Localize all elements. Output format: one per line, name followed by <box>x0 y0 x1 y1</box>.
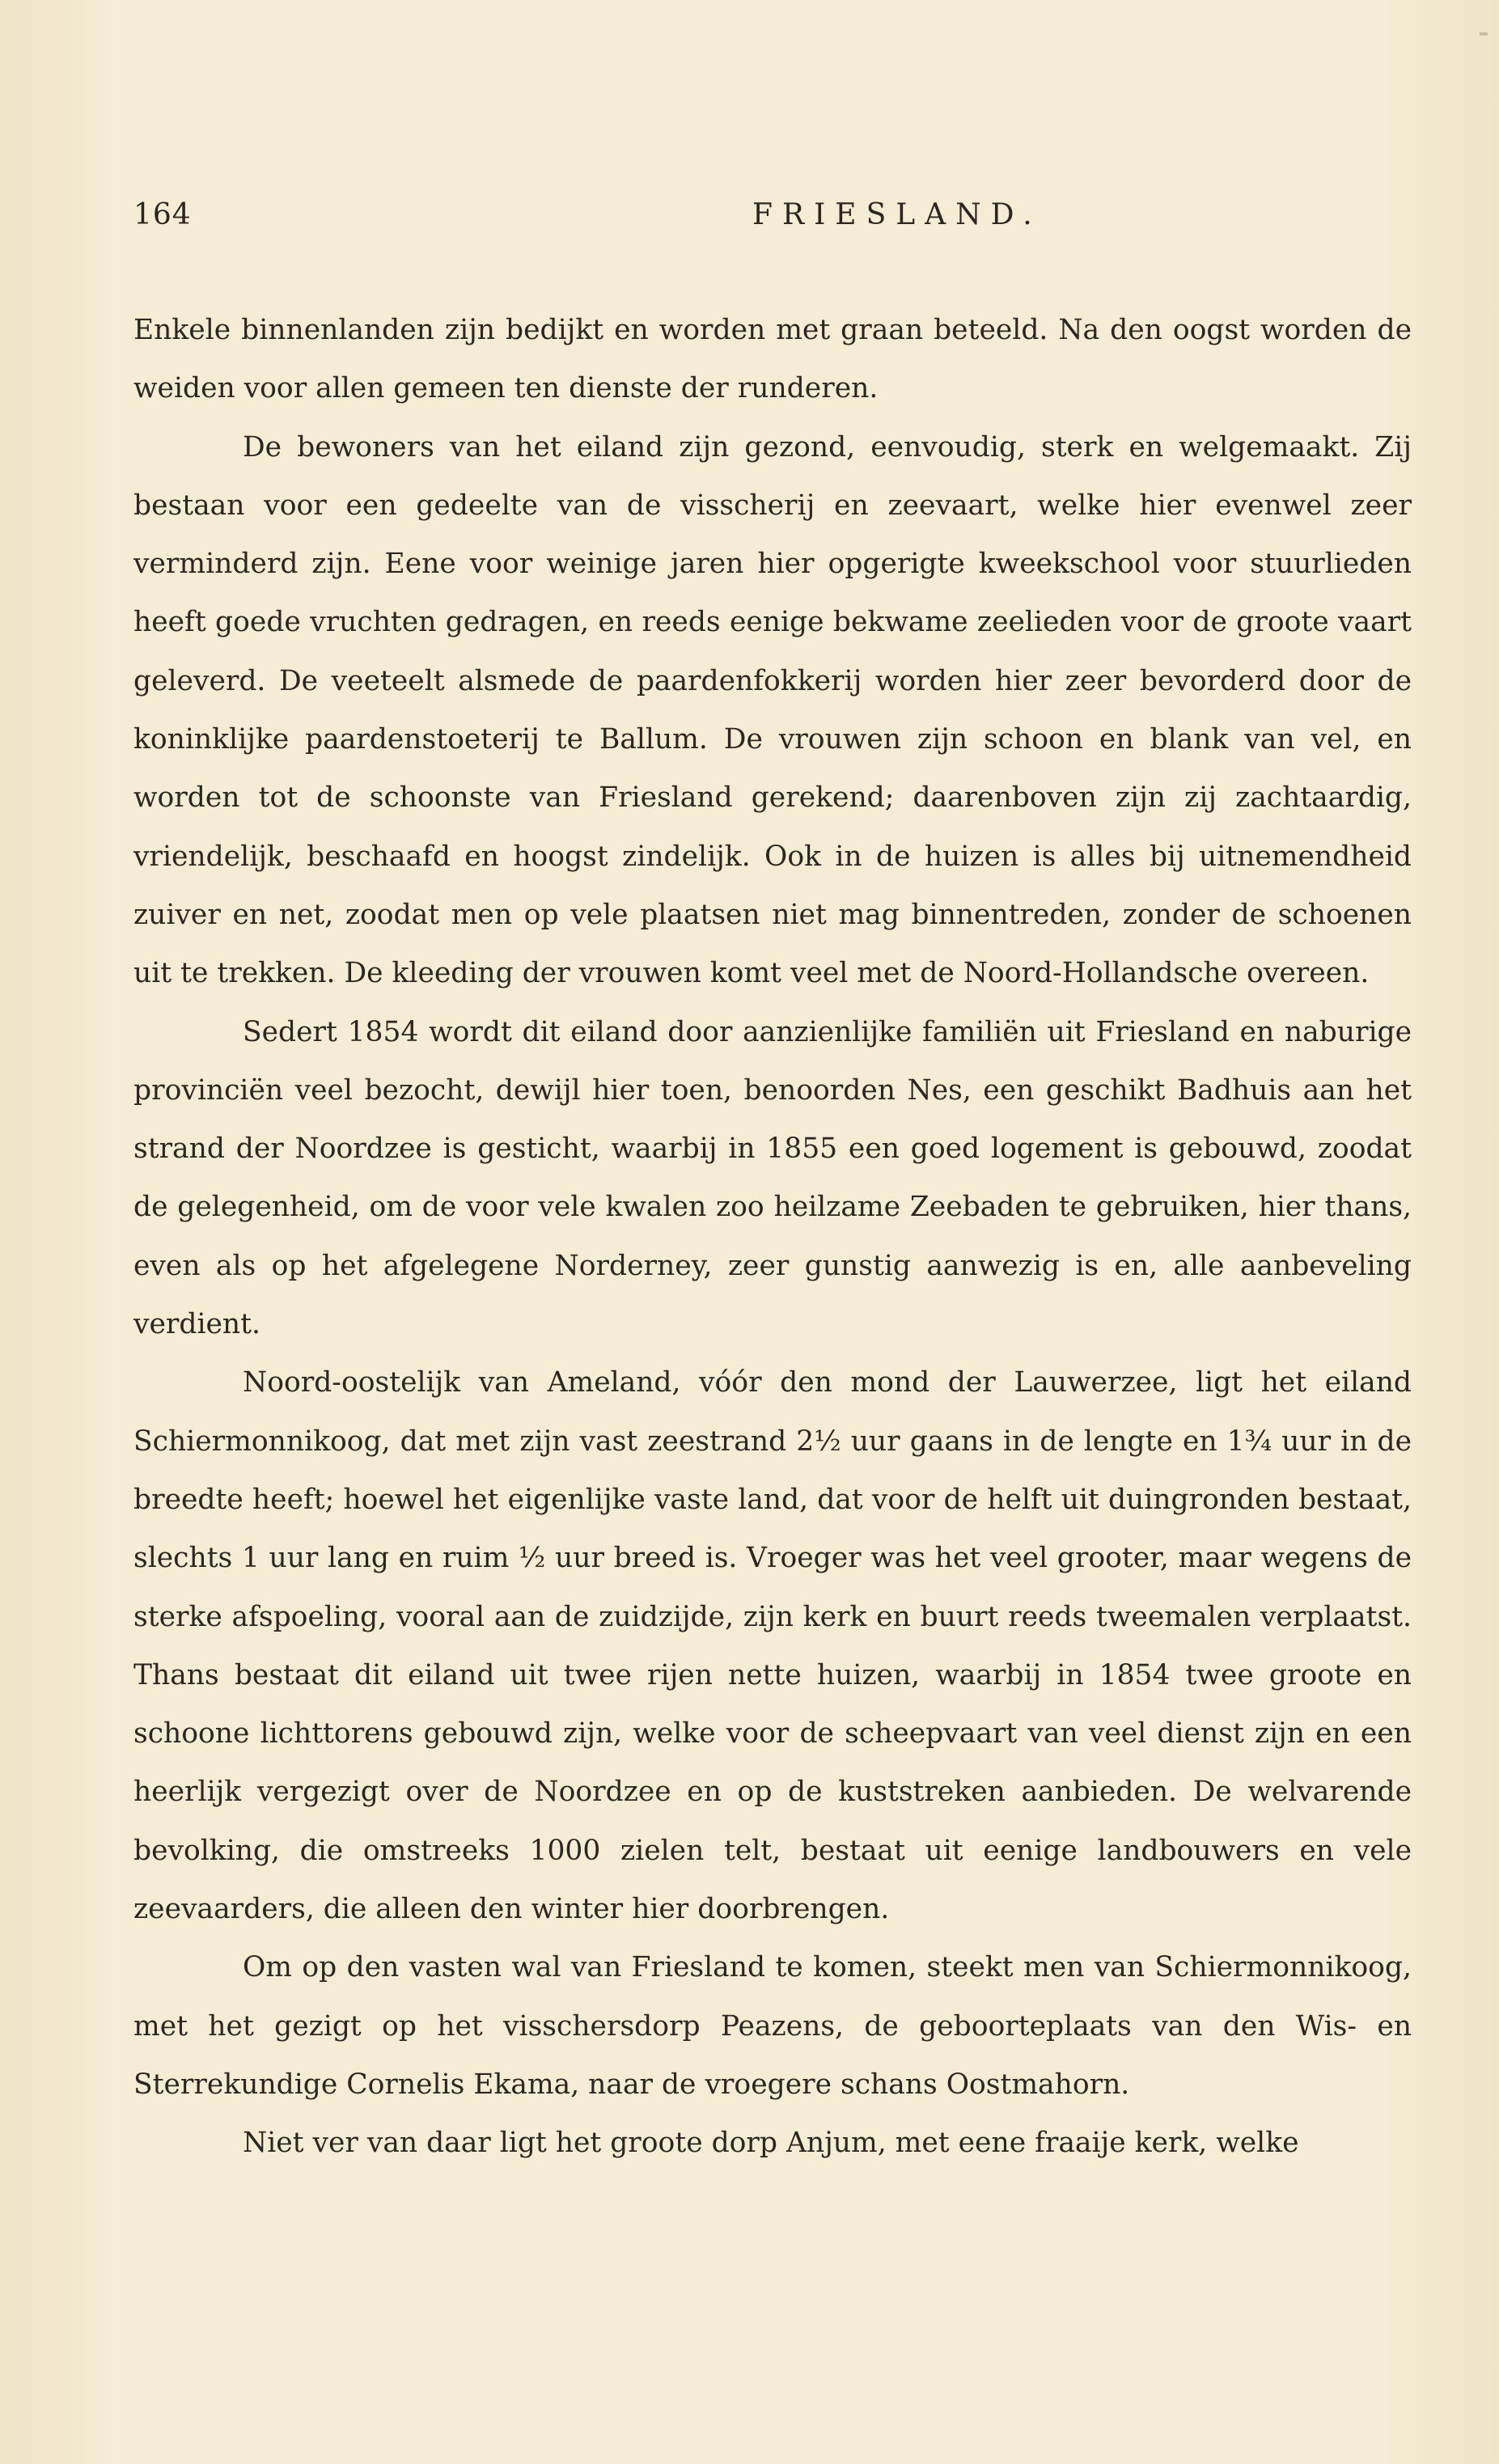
running-header <box>133 198 1416 247</box>
body-text <box>133 301 1412 2173</box>
running-title: FRIESLAND. <box>752 198 1042 231</box>
page-edge-mark <box>1480 32 1488 36</box>
page-number: 164 <box>133 198 192 231</box>
paragraph-5: Om op den vasten wal van Friesland te komen, steekt men van Schiermonnikoog, met het gezigt op het visschersdorp Peazens, de geboorteplaats van den Wis- en Sterrekundige Cornelis Ekama, naar de vroegere schans Oostmahorn. <box>133 1951 1412 2101</box>
paragraph-6: Niet ver van daar ligt het groote dorp Anjum, met eene fraaije kerk, welke <box>243 2127 1299 2160</box>
paragraph-2: De bewoners van het eiland zijn gezond, eenvoudig, sterk en welgemaakt. Zij bestaan voor een gedeelte van de visscherij en zeevaart, welke hier evenwel zeer verminderd zijn. Eene voor weinige jaren hier opgerigte kweekschool voor stuurlieden heeft goede vruchten gedragen, en reeds eenige bekwame zeelieden voor de groote vaart geleverd. De veeteelt alsmede de paardenfokkerij worden hier zeer bevorderd door de koninklijke paardenstoeterij te Ballum. De vrouwen zijn schoon en blank van vel, en worden tot de schoonste van Friesland gerekend; daarenboven zijn zij zachtaardig, vriendelijk, beschaafd en hoogst zindelijk. Ook in de huizen is alles bij uitnemendheid zuiver en net, zoodat men op vele plaatsen niet mag binnentreden, zonder de schoenen uit te trekken. De kleeding der vrouwen komt veel met de Noord-Hollandsche overeen. <box>133 430 1412 990</box>
paragraph-3: Sedert 1854 wordt dit eiland door aanzienlijke familiën uit Friesland en naburige provinciën veel bezocht, dewijl hier toen, benoorden Nes, een geschikt Badhuis aan het strand der Noordzee is gesticht, waarbij in 1855 een goed logement is gebouwd, zoodat de gelegenheid, om de voor vele kwalen zoo heilzame Zeebaden te gebruiken, hier thans, even als op het afgelegene Norderney, zeer gunstig aanwezig is en, alle aanbeveling verdient. <box>133 1015 1412 1341</box>
paragraph-4: Noord-oostelijk van Ameland, vóór den mond der Lauwerzee, ligt het eiland Schiermonnikoog, dat met zijn vast zeestrand 2½ uur gaans in de lengte en 1¾ uur in de breedte heeft; hoewel het eigenlijke vaste land, dat voor de helft uit duingronden bestaat, slechts 1 uur lang en ruim ½ uur breed is. Vroeger was het veel grooter, maar wegens de sterke afspoeling, vooral aan de zuidzijde, zijn kerk en buurt reeds tweemalen verplaatst. Thans bestaat dit eiland uit twee rijen nette huizen, waarbij in 1854 twee groote en schoone lichttorens gebouwd zijn, welke voor de scheepvaart van veel dienst zijn en een heerlijk vergezigt over de Noordzee en op de kuststreken aanbieden. De welvarende bevolking, die omstreeks 1000 zielen telt, bestaat uit eenige landbouwers en vele zeevaarders, die alleen den winter hier doorbrengen. <box>133 1366 1412 1926</box>
paragraph-1: Enkele binnenlanden zijn bedijkt en worden met graan beteeld. Na den oogst worden de weiden voor allen gemeen ten dienste der runderen. <box>133 314 1412 405</box>
